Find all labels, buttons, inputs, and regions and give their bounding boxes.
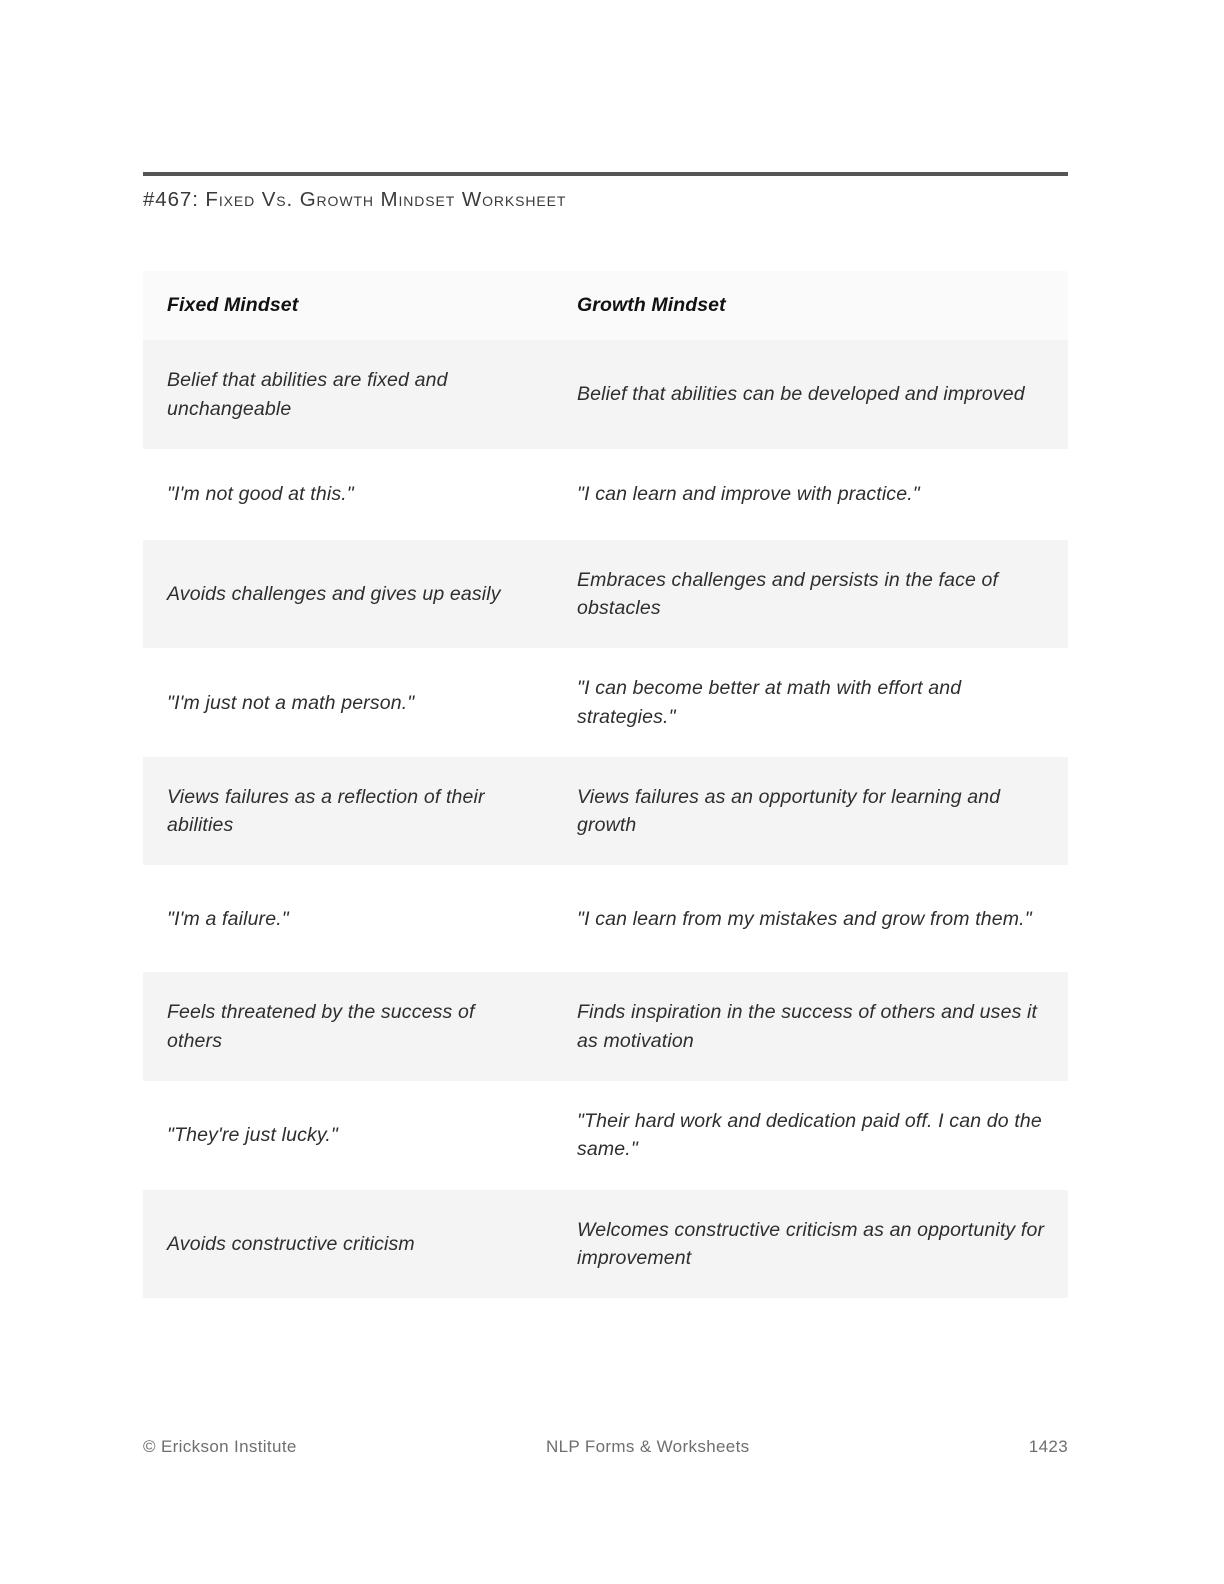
cell-growth-mindset [553,540,1068,649]
footer-copyright: © Erickson Institute [143,1437,297,1456]
cell-fixed-mindset [143,648,553,757]
mindset-comparison-table [143,271,1068,1298]
cell-text: "I'm a failure." [167,907,289,930]
column-header-label: Fixed Mindset [167,294,299,316]
cell-text: "I'm not good at this." [167,483,354,506]
cell-fixed-mindset [143,757,553,866]
cell-growth-mindset [553,757,1068,866]
page-title: #467: Fixed Vs. Growth Mindset Worksheet [143,188,567,211]
cell-growth-mindset [553,1190,1068,1299]
page-footer [143,1437,1068,1457]
cell-growth-mindset [553,449,1068,540]
cell-text: "I can learn from my mistakes and grow from them." [577,907,1032,930]
header-rule [143,172,1068,176]
table-row [143,340,1068,449]
cell-text: Avoids challenges and gives up easily [167,583,501,605]
cell-growth-mindset [553,340,1068,449]
cell-growth-mindset [553,1081,1068,1190]
table-row [143,865,1068,972]
cell-text: Welcomes constructive criticism as an opportunity for improvement [577,1218,1045,1269]
footer-collection-title: NLP Forms & Worksheets [545,1437,750,1456]
cell-fixed-mindset [143,865,553,972]
table-row [143,972,1068,1081]
cell-fixed-mindset [143,1081,553,1190]
table-row [143,1190,1068,1299]
cell-text: "I can learn and improve with practice." [577,483,920,506]
footer-page-number: 1423 [1028,1437,1068,1456]
table-row [143,449,1068,540]
cell-growth-mindset [553,865,1068,972]
cell-text: Embraces challenges and persists in the face of obstacles [577,568,999,620]
cell-text: "Their hard work and dedication paid off. I can do the same." [577,1110,1042,1161]
table-body [143,340,1068,1298]
cell-text: "I can become better at math with effort and strategies." [577,677,962,728]
table-row [143,648,1068,757]
cell-growth-mindset [553,648,1068,757]
cell-text: Views failures as a reflection of their abilities [167,785,485,837]
cell-growth-mindset [553,972,1068,1081]
table-header-row [143,271,1068,340]
table-row [143,540,1068,649]
cell-fixed-mindset [143,972,553,1081]
cell-text: Feels threatened by the success of others [167,1001,475,1052]
cell-fixed-mindset [143,1190,553,1299]
cell-fixed-mindset [143,449,553,540]
cell-text: Finds inspiration in the success of others and uses it as motivation [577,1001,1038,1052]
cell-fixed-mindset [143,340,553,449]
cell-text: Belief that abilities are fixed and unchangeable [167,369,448,420]
cell-text: "They're just lucky." [167,1124,338,1147]
column-header-label: Growth Mindset [577,294,726,316]
cell-text: Belief that abilities can be developed and improved [577,383,1025,406]
cell-fixed-mindset [143,540,553,649]
table-row [143,1081,1068,1190]
cell-text: "I'm just not a math person." [167,691,415,714]
column-header-growth-mindset [553,271,1068,340]
cell-text: Views failures as an opportunity for learning and growth [577,785,1001,837]
cell-text: Avoids constructive criticism [167,1232,415,1255]
document-header [143,172,1068,212]
table-row [143,757,1068,866]
column-header-fixed-mindset [143,271,553,340]
